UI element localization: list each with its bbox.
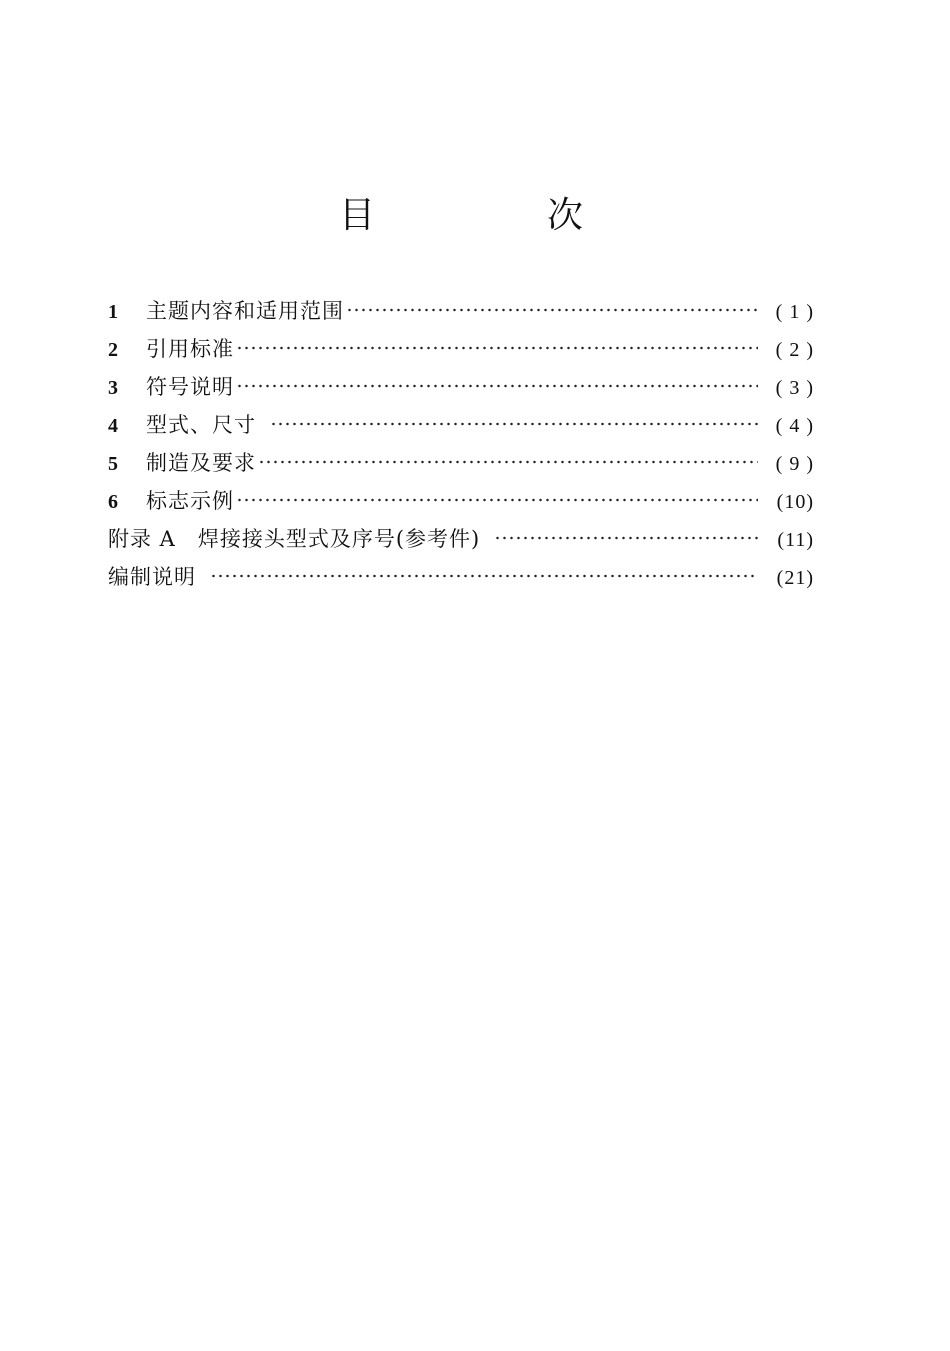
toc-entry-page: (11) — [777, 529, 814, 551]
toc-entry-4[interactable] — [108, 406, 814, 444]
toc-leader-dots — [346, 308, 758, 312]
toc-leader-dots — [258, 460, 758, 464]
toc-entry-page: ( 1 ) — [775, 301, 814, 323]
toc-entry-page: (21) — [776, 567, 814, 589]
toc-entry-page: (10) — [776, 491, 814, 513]
toc-entry-label: 制造及要求 — [146, 451, 256, 475]
toc-entry-3[interactable] — [108, 368, 814, 406]
toc-entry-label: 主题内容和适用范围 — [146, 299, 344, 323]
toc-entry-label: 标志示例 — [146, 489, 234, 513]
toc-entry-1[interactable] — [108, 292, 814, 330]
toc-entry-appendix-a[interactable] — [108, 520, 814, 558]
toc-entry-label: 引用标准 — [146, 337, 234, 361]
toc-entry-page: ( 4 ) — [775, 415, 814, 437]
toc-entry-number: 2 — [108, 339, 118, 361]
toc-leader-dots — [236, 384, 758, 388]
toc-entry-page: ( 3 ) — [775, 377, 814, 399]
toc-entry-number: 4 — [108, 415, 118, 437]
toc-leader-dots — [494, 536, 758, 540]
table-of-contents — [108, 292, 814, 596]
toc-leader-dots — [270, 422, 758, 426]
toc-leader-dots — [236, 498, 758, 502]
toc-entry-explanation[interactable] — [108, 558, 814, 596]
toc-leader-dots — [236, 346, 758, 350]
toc-entry-label: 符号说明 — [146, 375, 234, 399]
toc-entry-label: 编制说明 — [108, 565, 196, 589]
toc-entry-number: 5 — [108, 453, 118, 475]
toc-entry-number: 6 — [108, 491, 118, 513]
toc-leader-dots — [210, 574, 758, 578]
toc-entry-2[interactable] — [108, 330, 814, 368]
toc-entry-label: 型式、尺寸 — [146, 413, 256, 437]
toc-entry-page: ( 9 ) — [775, 453, 814, 475]
toc-entry-number: 1 — [108, 301, 118, 323]
page-title: 目 次 — [338, 195, 651, 236]
toc-entry-page: ( 2 ) — [775, 339, 814, 361]
toc-entry-6[interactable] — [108, 482, 814, 520]
toc-entry-label: 附录 A 焊接接头型式及序号(参考件) — [108, 527, 481, 551]
toc-entry-5[interactable] — [108, 444, 814, 482]
toc-entry-number: 3 — [108, 377, 118, 399]
